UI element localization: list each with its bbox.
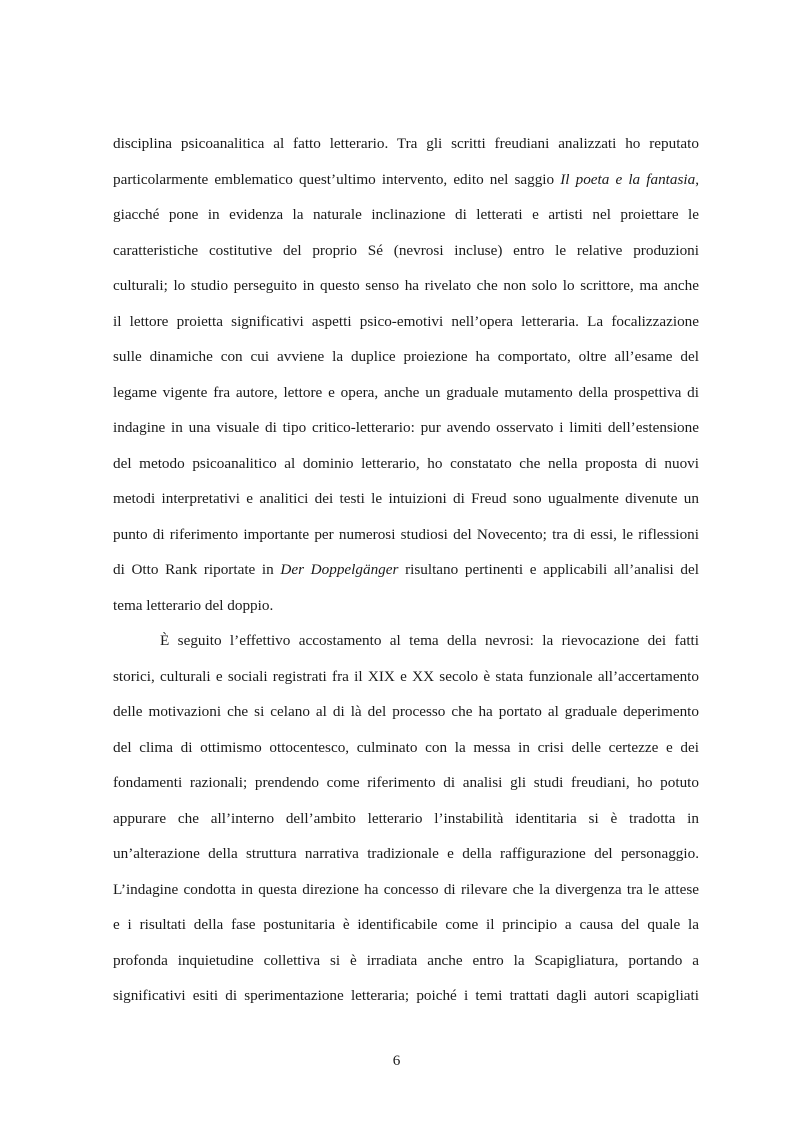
text-line: punto di riferimento importante per numerosi studiosi del Novecento; tra di essi, le riflessioni	[113, 525, 699, 543]
text-run: ,	[695, 170, 699, 188]
text-run: particolarmente emblematico quest’ultimo intervento, edito nel saggio	[113, 170, 561, 188]
book-title-poeta: Il poeta e la fantasia	[560, 170, 696, 188]
text-line: culturali; lo studio perseguito in questo senso ha rivelato che non solo lo scrittore, ma anche	[113, 277, 699, 294]
text-line	[113, 162, 699, 198]
book-title-doppelganger: Der Doppelgänger	[280, 561, 399, 578]
text-line: caratteristiche costitutive del proprio Sé (nevrosi incluse) entro le relative produzioni	[113, 241, 699, 259]
text-line: metodi interpretativi e analitici dei testi le intuizioni di Freud sono ugualmente divenute un	[113, 490, 699, 507]
text-line: sulle dinamiche con cui avviene la duplice proiezione ha comportato, oltre all’esame del	[113, 348, 699, 365]
text-line: appurare che all’interno dell’ambito letterario l’instabilità identitaria si è tradotta in	[113, 809, 699, 827]
text-line: e i risultati della fase postunitaria è identificabile come il principio a causa del quale la	[113, 916, 699, 933]
text-line: giacché pone in evidenza la naturale inclinazione di letterati e artisti nel proiettare le	[113, 206, 699, 223]
text-line: delle motivazioni che si celano al di là del processo che ha portato al graduale deperimento	[113, 703, 699, 720]
text-run: risultano pertinenti e applicabili all’analisi del	[398, 561, 699, 578]
text-line: del metodo psicoanalitico al dominio letterario, ho constatato che nella proposta di nuovi	[113, 454, 699, 472]
text-line: significativi esiti di sperimentazione letteraria; poiché i temi trattati dagli autori scapigliati	[113, 987, 699, 1004]
text-line: L’indagine condotta in questa direzione ha concesso di rilevare che la divergenza tra le attese	[113, 880, 699, 898]
text-line: fondamenti razionali; prendendo come riferimento di analisi gli studi freudiani, ho potuto	[113, 774, 699, 791]
text-line: È seguito l’effettivo accostamento al tema della nevrosi: la rievocazione dei fatti	[160, 632, 699, 649]
page-number: 6	[392, 1052, 401, 1069]
paragraph-2	[113, 623, 699, 1014]
text-run: di Otto Rank riportate in	[113, 561, 281, 578]
text-line: disciplina psicoanalitica al fatto letterario. Tra gli scritti freudiani analizzati ho reputato	[113, 135, 699, 152]
body-text	[113, 126, 699, 1014]
text-line: tema letterario del doppio.	[113, 596, 274, 614]
text-line: del clima di ottimismo ottocentesco, culminato con la messa in crisi delle certezze e dei	[113, 738, 699, 756]
text-line: un’alterazione della struttura narrativa tradizionale e della raffigurazione del personaggio.	[113, 845, 699, 862]
text-line: profonda inquietudine collettiva si è irradiata anche entro la Scapigliatura, portando a	[113, 951, 699, 969]
text-line: il lettore proietta significativi aspetti psico-emotivi nell’opera letteraria. La focalizzazione	[113, 312, 699, 330]
text-line: legame vigente fra autore, lettore e opera, anche un graduale mutamento della prospettiva di	[113, 383, 699, 401]
text-line	[113, 552, 699, 588]
text-line: storici, culturali e sociali registrati fra il XIX e XX secolo è stata funzionale all’accertamento	[113, 667, 699, 685]
paragraph-1	[113, 126, 699, 623]
text-line: indagine in una visuale di tipo critico-letterario: pur avendo osservato i limiti dell’estensione	[113, 419, 699, 436]
